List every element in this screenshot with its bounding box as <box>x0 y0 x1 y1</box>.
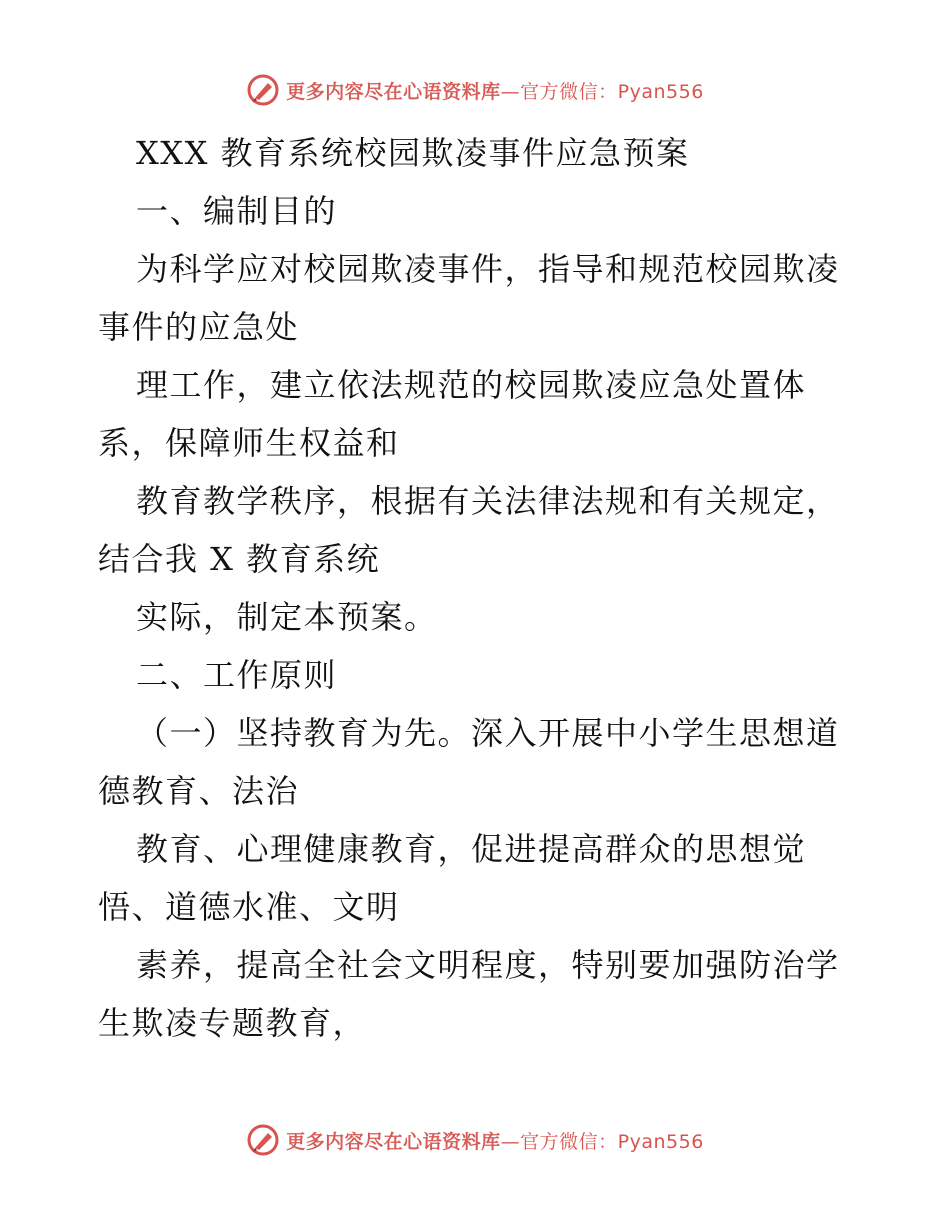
pen-logo-icon <box>246 73 280 107</box>
header-banner-text <box>286 77 704 104</box>
section-heading-1: 一、编制目的 <box>136 192 338 230</box>
footer-separator: — <box>500 1130 521 1153</box>
paragraph-line: 实际，制定本预案。 <box>136 598 438 636</box>
paragraph-line: 为科学应对校园欺凌事件，指导和规范校园欺凌 <box>136 250 840 288</box>
footer-brand: 更多内容尽在心语资料库 <box>286 1130 501 1153</box>
footer-banner-text <box>286 1127 704 1154</box>
section-heading-2: 二、工作原则 <box>136 656 338 694</box>
paragraph-line: （一）坚持教育为先。深入开展中小学生思想道 <box>136 714 840 752</box>
paragraph-line: 理工作，建立依法规范的校园欺凌应急处置体 <box>136 366 807 404</box>
document-title: XXX 教育系统校园欺凌事件应急预案 <box>136 134 690 172</box>
paragraph-line: 德教育、法治 <box>98 772 300 810</box>
paragraph-line: 素养，提高全社会文明程度，特别要加强防治学 <box>136 946 840 984</box>
header-separator: — <box>500 80 521 103</box>
document-body <box>98 124 858 1052</box>
paragraph-line: 教育教学秩序，根据有关法律法规和有关规定， <box>136 482 840 520</box>
paragraph-line: 悟、道德水准、文明 <box>98 888 400 926</box>
paragraph-line: 结合我 X 教育系统 <box>98 540 381 578</box>
footer-watermark-banner <box>0 1122 950 1158</box>
header-watermark-banner <box>0 72 950 108</box>
paragraph-line: 事件的应急处 <box>98 308 300 346</box>
paragraph-line: 系，保障师生权益和 <box>98 424 400 462</box>
footer-wechat: 官方微信：Pyan556 <box>520 1130 704 1153</box>
header-wechat: 官方微信：Pyan556 <box>520 80 704 103</box>
pen-logo-icon <box>246 1123 280 1157</box>
paragraph-line: 教育、心理健康教育，促进提高群众的思想觉 <box>136 830 807 868</box>
paragraph-line: 生欺凌专题教育， <box>98 1004 367 1042</box>
header-brand: 更多内容尽在心语资料库 <box>286 80 501 103</box>
